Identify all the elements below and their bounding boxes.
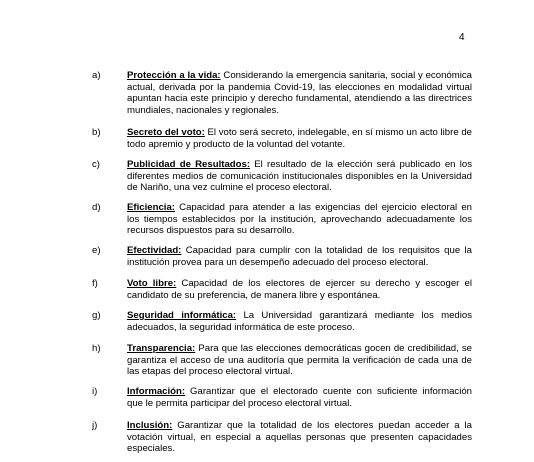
item-term: Inclusión: bbox=[127, 420, 173, 431]
item-letter: h) bbox=[92, 343, 101, 354]
item-text bbox=[127, 245, 472, 268]
item-letter: d) bbox=[92, 202, 101, 213]
item-description: Garantizar que la totalidad de los electores puedan acceder a la votación virtual, en especial a aquellas personas que presenten capacidades especiales. bbox=[127, 420, 472, 455]
item-letter: g) bbox=[92, 310, 101, 321]
item-letter: c) bbox=[92, 159, 100, 170]
item-term: Efectividad: bbox=[127, 245, 182, 256]
item-description: Para que las elecciones democráticas gocen de credibilidad, se garantiza el acceso de una auditoría que permita la verificación de cada una de las etapas del proceso electoral virtual. bbox=[127, 343, 472, 378]
item-description: El resultado de la elección será publicado en los diferentes medios de comunicación institucionales disponibles en la Universidad de Nariño, una vez culmine el proceso electoral. bbox=[127, 159, 472, 194]
item-letter: i) bbox=[92, 386, 98, 397]
item-term: Protección a la vida: bbox=[127, 70, 221, 81]
item-letter: f) bbox=[92, 278, 98, 289]
item-text bbox=[127, 202, 472, 237]
item-letter: j) bbox=[92, 420, 98, 431]
item-text bbox=[127, 70, 472, 116]
item-term: Voto libre: bbox=[127, 278, 177, 289]
item-text bbox=[127, 159, 472, 194]
item-text bbox=[127, 278, 472, 301]
item-letter: b) bbox=[92, 127, 101, 138]
item-term: Secreto del voto: bbox=[127, 127, 205, 138]
item-term: Seguridad informática: bbox=[127, 310, 237, 321]
item-text bbox=[127, 420, 472, 455]
item-term: Transparencia: bbox=[127, 343, 196, 354]
item-description: Capacidad de los electores de ejercer su derecho y escoger el candidato de su preferencia, de manera libre y espontánea. bbox=[127, 278, 472, 301]
item-term: Información: bbox=[127, 386, 186, 397]
item-letter: a) bbox=[92, 70, 101, 81]
page-number: 4 bbox=[459, 32, 465, 43]
item-description: La Universidad garantizará mediante los medios adecuados, la seguridad informática de este proceso. bbox=[127, 310, 473, 333]
item-description: Capacidad para atender a las exigencias del ejercicio electoral en los tiempos establecidos por la institución, aprovechando adecuadamente los recursos dispuestos para su desarrollo. bbox=[127, 202, 472, 237]
item-description: Considerando la emergencia sanitaria, social y económica actual, derivada por la pandemia Covid-19, las elecciones en modalidad virtual apuntan hacia este principio y derecho fundamental, atendiendo a las directrices mundiales, nacionales y regionales. bbox=[127, 70, 472, 116]
item-term: Publicidad de Resultados: bbox=[127, 159, 251, 170]
item-description: El voto será secreto, indelegable, en sí mismo un acto libre de todo apremio y producto de la voluntad del votante. bbox=[127, 127, 473, 150]
item-text bbox=[127, 127, 472, 150]
item-description: Garantizar que el electorado cuente con suficiente información que le permita participar del proceso electoral virtual. bbox=[127, 386, 472, 409]
item-term: Eficiencia: bbox=[127, 202, 175, 213]
item-text bbox=[127, 310, 472, 333]
item-text bbox=[127, 343, 472, 378]
item-letter: e) bbox=[92, 245, 101, 256]
item-text bbox=[127, 386, 472, 409]
item-description: Capacidad para cumplir con la totalidad de los requisitos que la institución provea para un desempeño adecuado del proceso electoral. bbox=[127, 245, 472, 268]
